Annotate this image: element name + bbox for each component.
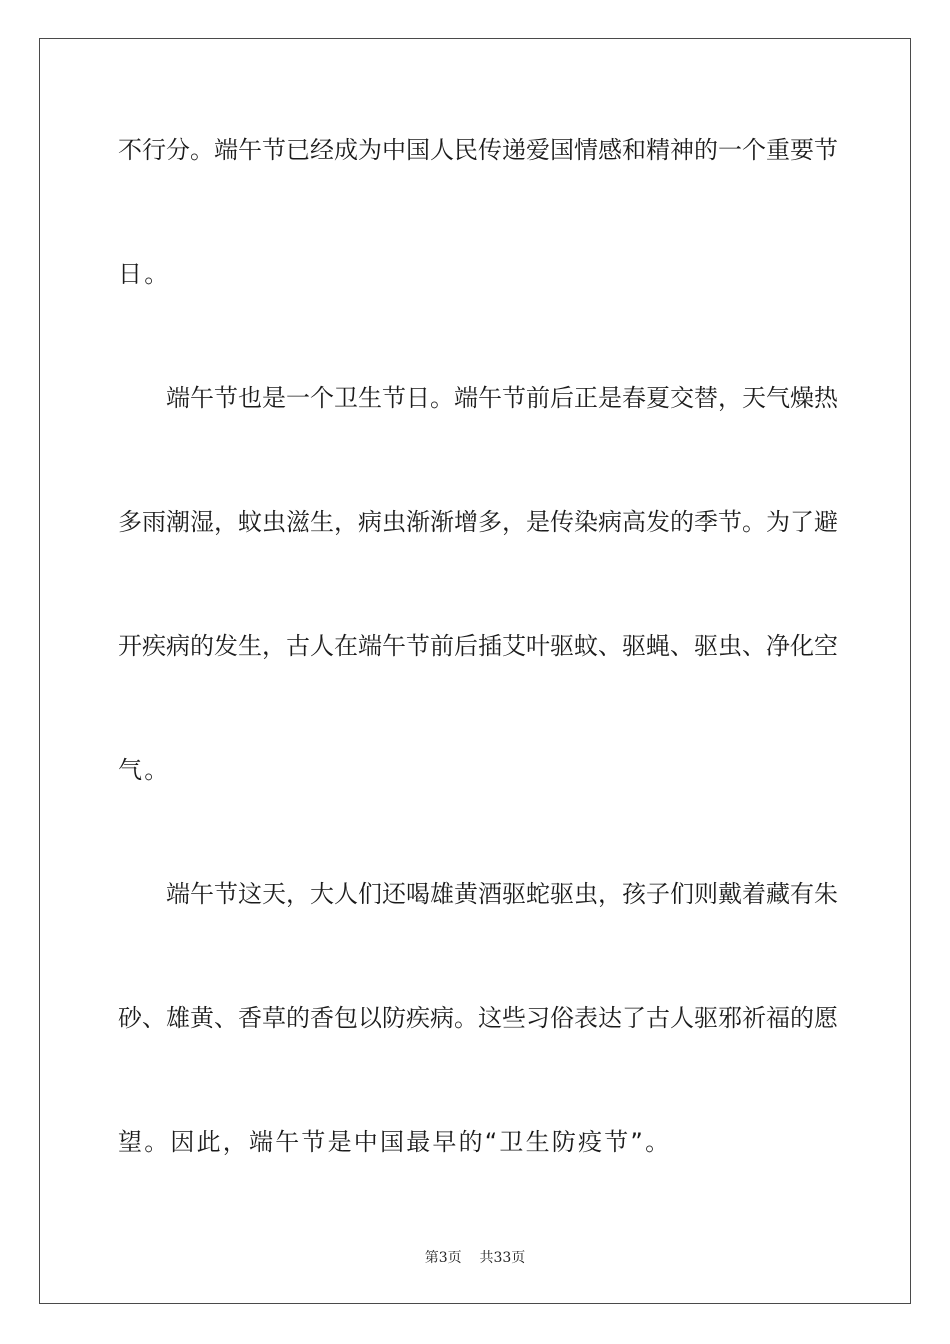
text-line: 气。 — [118, 756, 171, 784]
text-line: 日。 — [118, 260, 171, 288]
page-number-footer: 第3页 共33页 — [424, 1250, 526, 1266]
page-border — [39, 38, 911, 1304]
text-line: 多雨潮湿，蚊虫滋生，病虫渐渐增多，是传染病高发的季节。为了避 — [118, 508, 838, 536]
text-line: 开疾病的发生，古人在端午节前后插艾叶驱蚊、驱蝇、驱虫、净化空 — [118, 632, 838, 660]
text-line: 望。因此，端午节是中国最早的“卫生防疫节”。 — [118, 1128, 672, 1156]
text-line: 端午节这天，大人们还喝雄黄酒驱蛇驱虫，孩子们则戴着藏有朱 — [166, 880, 838, 908]
text-line: 砂、雄黄、香草的香包以防疾病。这些习俗表达了古人驱邪祈福的愿 — [118, 1004, 838, 1032]
text-line: 不行分。端午节已经成为中国人民传递爱国情感和精神的一个重要节 — [118, 136, 838, 164]
text-line: 端午节也是一个卫生节日。端午节前后正是春夏交替，天气燥热 — [166, 384, 838, 412]
